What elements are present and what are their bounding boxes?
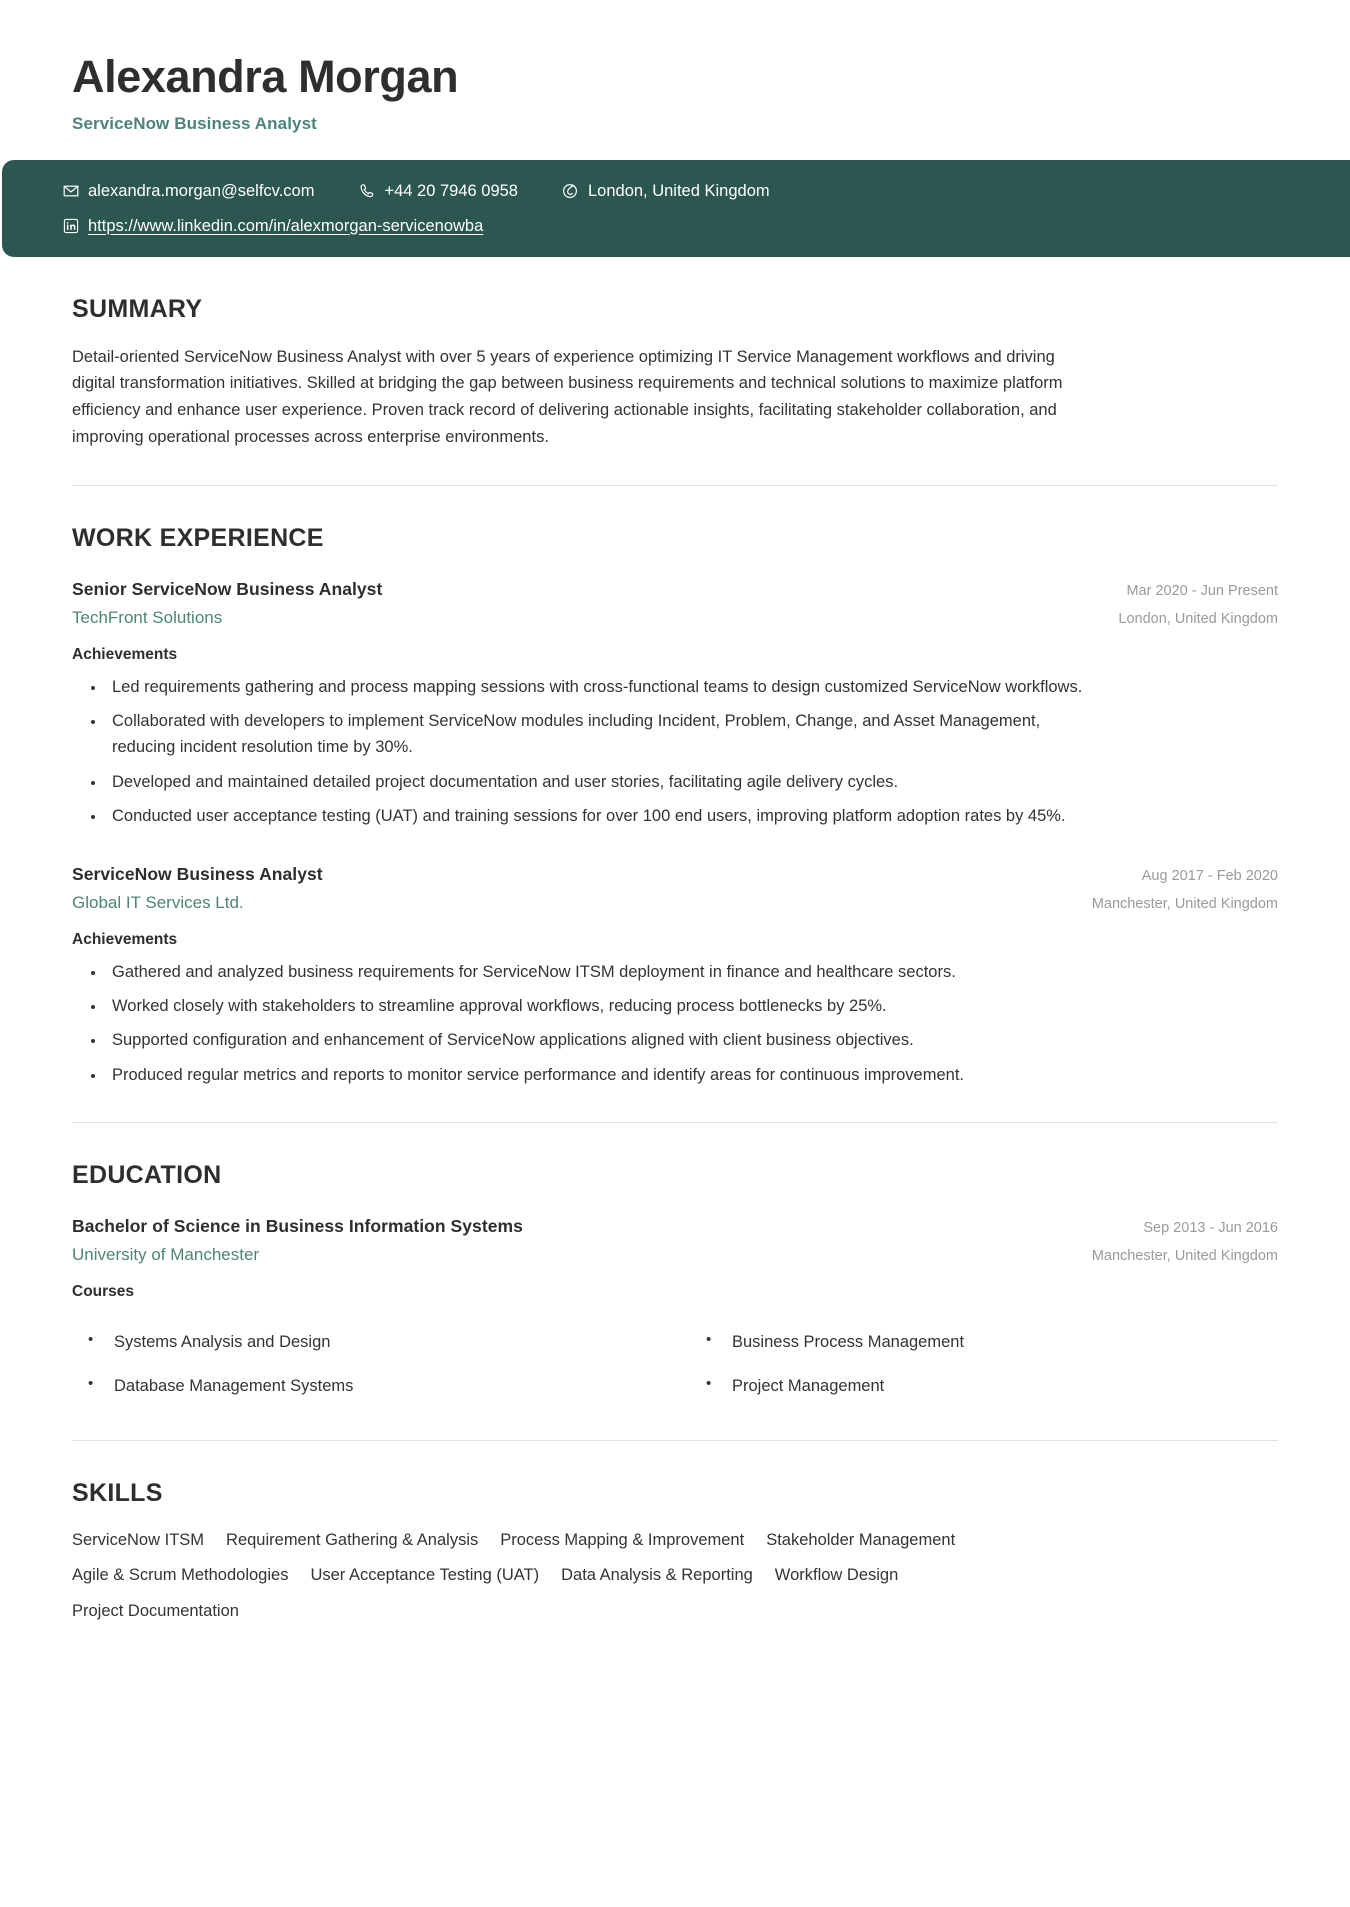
phone-icon xyxy=(358,183,375,200)
contact-row-primary xyxy=(62,182,1350,200)
skill-chip: User Acceptance Testing (UAT) xyxy=(310,1566,540,1585)
contact-location-text: London, United Kingdom xyxy=(587,182,770,201)
school-name: University of Manchester xyxy=(72,1245,260,1265)
list-item: • Business Process Management xyxy=(724,1329,1278,1355)
contact-phone-text: +44 20 7946 0958 xyxy=(384,182,518,201)
job-company: Global IT Services Ltd. xyxy=(72,892,244,912)
candidate-headline: ServiceNow Business Analyst xyxy=(72,114,317,134)
job-date: Mar 2020 - Jun Present xyxy=(1126,582,1278,599)
list-item: • Supported configuration and enhancement of ServiceNow applications aligned with client business objectives. xyxy=(106,1027,1106,1053)
education-entry xyxy=(72,1216,1278,1400)
skill-chip: Data Analysis & Reporting xyxy=(561,1566,753,1585)
skill-chip: Stakeholder Management xyxy=(766,1530,956,1549)
education-entry-sub xyxy=(72,1245,1278,1265)
job-date: Aug 2017 - Feb 2020 xyxy=(1141,867,1278,884)
contact-email-text: alexandra.morgan@selfcv.com xyxy=(88,182,315,201)
courses-label: Courses xyxy=(72,1283,135,1301)
achievements-list xyxy=(72,959,1278,1089)
linkedin-icon xyxy=(62,217,79,234)
list-item: • Worked closely with stakeholders to streamline approval workflows, reducing process bottlenecks by 25%. xyxy=(106,993,1106,1019)
work-entry-head xyxy=(72,579,1278,600)
achievements-list xyxy=(72,674,1278,830)
courses-column-right xyxy=(690,1311,1278,1400)
contact-email[interactable] xyxy=(62,182,314,200)
summary-text: Detail-oriented ServiceNow Business Analyst with over 5 years of experience optimizing IT Service Management workflows and driving digital transformation initiatives. Skilled at bridging the gap between business requirements and technical solutions to maximize platform efficiency and enhance user experience. Proven track record of delivering actionable insights, facilitating stakeholder collaboration, and improving operational processes across enterprise environments. xyxy=(72,347,1063,446)
contact-row-secondary xyxy=(62,217,1350,235)
job-location: Manchester, United Kingdom xyxy=(1091,895,1278,912)
degree-title: Bachelor of Science in Business Information Systems xyxy=(72,1216,523,1237)
achievements-label: Achievements xyxy=(72,930,178,948)
list-item: • Database Management Systems xyxy=(106,1373,660,1399)
skills-title: SKILLS xyxy=(72,1478,163,1507)
job-title: Senior ServiceNow Business Analyst xyxy=(72,578,383,599)
resume-header xyxy=(0,0,1350,134)
work-entry-sub xyxy=(72,608,1278,628)
contact-location xyxy=(562,182,770,200)
skill-chip: Process Mapping & Improvement xyxy=(500,1530,745,1549)
skills-list xyxy=(72,1528,1082,1625)
section-summary xyxy=(72,257,1278,486)
section-skills xyxy=(72,1441,1278,1625)
job-location: London, United Kingdom xyxy=(1118,610,1278,627)
skill-chip: Agile & Scrum Methodologies xyxy=(72,1566,289,1585)
envelope-icon xyxy=(62,183,79,200)
work-entry xyxy=(72,864,1278,1089)
courses-column-left xyxy=(72,1311,660,1400)
skill-chip: Project Documentation xyxy=(72,1601,239,1620)
degree-date: Sep 2013 - Jun 2016 xyxy=(1143,1220,1278,1237)
list-item: • Developed and maintained detailed project documentation and user stories, facilitating agile delivery cycles. xyxy=(106,769,1106,795)
globe-pin-icon xyxy=(562,183,579,200)
list-item: • Led requirements gathering and process mapping sessions with cross-functional teams to design customized ServiceNow workflows. xyxy=(106,674,1106,700)
list-item: • Conducted user acceptance testing (UAT) and training sessions for over 100 end users, improving platform adoption rates by 45%. xyxy=(106,803,1106,829)
section-work-experience xyxy=(72,486,1278,1124)
list-item: • Produced regular metrics and reports to monitor service performance and identify areas for continuous improvement. xyxy=(106,1062,1106,1088)
summary-title: SUMMARY xyxy=(72,294,203,323)
contact-phone[interactable] xyxy=(358,182,518,200)
work-entry-sub xyxy=(72,893,1278,913)
school-location: Manchester, United Kingdom xyxy=(1091,1248,1278,1265)
contact-bar xyxy=(2,160,1350,256)
job-company: TechFront Solutions xyxy=(72,607,223,627)
contact-linkedin[interactable] xyxy=(62,217,483,235)
job-title: ServiceNow Business Analyst xyxy=(72,863,323,884)
courses-grid xyxy=(72,1311,1278,1400)
work-entry-head xyxy=(72,864,1278,885)
skill-chip: Workflow Design xyxy=(774,1566,899,1585)
list-item: • Systems Analysis and Design xyxy=(106,1329,660,1355)
skill-chip: ServiceNow ITSM xyxy=(72,1530,205,1549)
education-title: EDUCATION xyxy=(72,1161,222,1190)
list-item: • Gathered and analyzed business requirements for ServiceNow ITSM deployment in finance and healthcare sectors. xyxy=(106,959,1106,985)
candidate-name: Alexandra Morgan xyxy=(72,51,459,102)
education-entry-head xyxy=(72,1216,1278,1237)
section-education xyxy=(72,1123,1278,1441)
list-item: • Project Management xyxy=(724,1373,1278,1399)
work-experience-title: WORK EXPERIENCE xyxy=(72,523,324,552)
skill-chip: Requirement Gathering & Analysis xyxy=(226,1530,479,1549)
contact-linkedin-text[interactable]: https://www.linkedin.com/in/alexmorgan-servicenowba xyxy=(88,216,484,235)
list-item: • Collaborated with developers to implement ServiceNow modules including Incident, Problem, Change, and Asset Management, reducing incident resolution time by 30%. xyxy=(106,708,1106,761)
work-entry xyxy=(72,579,1278,830)
achievements-label: Achievements xyxy=(72,645,178,663)
